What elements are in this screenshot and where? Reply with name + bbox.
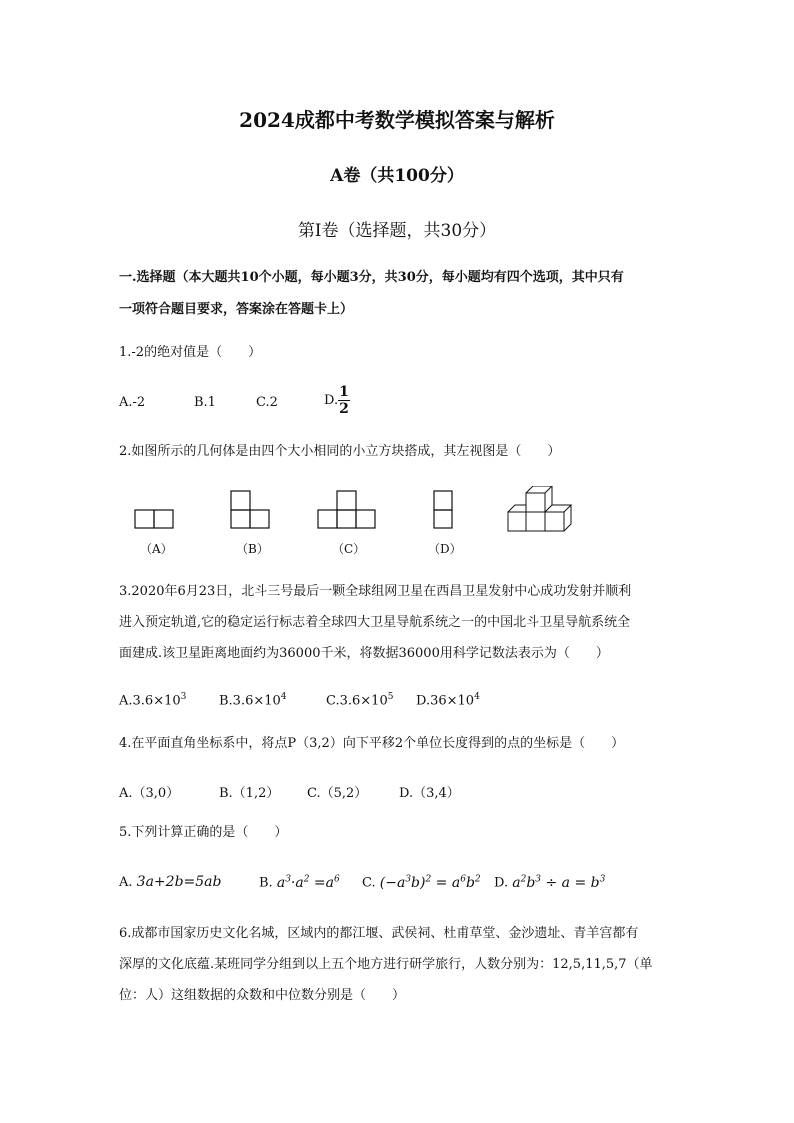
question-6-line-1: 6.成都市国家历史文化名城，区域内的都江堰、武侯祠、杜甫草堂、金沙遗址、青羊宫都有 bbox=[119, 926, 639, 941]
option-d-expression: $a^2b^3 \div a = b^3$ bbox=[512, 874, 606, 891]
fraction-one-half bbox=[338, 384, 350, 417]
figure-label-d: （D） bbox=[428, 542, 462, 556]
figure-label-b: （B） bbox=[236, 542, 269, 556]
figure-label-a: （A） bbox=[140, 542, 173, 556]
question-5-option-d bbox=[494, 874, 605, 891]
option-b-base: B.3.6×10 bbox=[219, 693, 281, 709]
option-a-expression: 3a+2b=5ab bbox=[136, 874, 222, 890]
question-3-option-c bbox=[326, 692, 393, 708]
question-4-option-c: C.（5,2） bbox=[307, 786, 368, 801]
option-c-expression: $(-a^3b)^2 = a^6b^2$ bbox=[379, 874, 481, 891]
question-1-option-c: C.2 bbox=[256, 395, 278, 410]
paper-subtitle: A卷（共100分） bbox=[330, 166, 464, 186]
option-c-exponent: 5 bbox=[387, 692, 394, 702]
question-5-option-a bbox=[119, 874, 221, 890]
option-b-exponent: 4 bbox=[280, 692, 287, 702]
option-d-exponent: 4 bbox=[474, 692, 480, 702]
fraction-numerator: 1 bbox=[339, 384, 349, 400]
question-5-option-b bbox=[259, 874, 340, 891]
option-d-base: D.36×10 bbox=[416, 693, 475, 709]
question-4-option-d: D.（3,4） bbox=[399, 786, 460, 801]
option-c-label: C. bbox=[362, 875, 376, 891]
question-1-stem: 1.-2的绝对值是（ ） bbox=[119, 345, 262, 360]
section-heading: 第I卷（选择题，共30分） bbox=[297, 221, 497, 241]
question-6-line-2: 深厚的文化底蕴.某班同学分组到以上五个地方进行研学旅行，人数分别为：12,5,11,5,7（单 bbox=[119, 957, 653, 972]
figure-label-c: （C） bbox=[332, 542, 366, 556]
option-a-base: A.3.6×10 bbox=[119, 693, 181, 709]
figure-d-column bbox=[434, 491, 452, 528]
question-5-option-c bbox=[362, 874, 481, 891]
question-3-line-1: 3.2020年6月23日，北斗三号最后一颗全球组网卫星在西昌卫星发射中心成功发射并顺利 bbox=[119, 584, 632, 599]
figure-c-t-shape bbox=[318, 491, 375, 528]
solid-figure-cubes bbox=[508, 486, 571, 531]
option-c-base: C.3.6×10 bbox=[326, 693, 388, 709]
figure-b-l-shape bbox=[231, 491, 269, 528]
option-d-prefix: D. bbox=[324, 393, 339, 408]
instructions-line-2: 一项符合题目要求，答案涂在答题卡上） bbox=[119, 302, 354, 317]
question-3-option-b bbox=[219, 692, 287, 708]
question-4-option-a: A.（3,0） bbox=[119, 786, 180, 801]
question-3-option-d bbox=[416, 692, 480, 708]
question-4-stem: 4.在平面直角坐标系中，将点P（3,2）向下平移2个单位长度得到的点的坐标是（ ） bbox=[119, 736, 625, 751]
question-3-option-a bbox=[119, 692, 186, 708]
option-a-label: A. bbox=[119, 875, 133, 890]
question-1-option-d bbox=[324, 384, 350, 417]
question-6-line-3: 位：人）这组数据的众数和中位数分别是（ ） bbox=[119, 988, 406, 1003]
question-3-line-3: 面建成.该卫星距离地面约为36000千米，将数据36000用科学记数法表示为（ ） bbox=[119, 646, 609, 661]
question-1-option-b: B.1 bbox=[194, 395, 216, 410]
view-figures bbox=[125, 486, 585, 532]
page-title: 2024成都中考数学模拟答案与解析 bbox=[239, 108, 555, 132]
question-3-line-2: 进入预定轨道,它的稳定运行标志着全球四大卫星导航系统之一的中国北斗卫星导航系统全 bbox=[119, 615, 631, 630]
option-b-label: B. bbox=[259, 875, 273, 891]
option-a-exponent: 3 bbox=[180, 692, 187, 702]
question-2-stem: 2.如图所示的几何体是由四个大小相同的小立方块搭成，其左视图是（ ） bbox=[119, 444, 561, 459]
fraction-denominator: 2 bbox=[339, 401, 349, 417]
question-5-stem: 5.下列计算正确的是（ ） bbox=[119, 825, 288, 840]
figure-a-two-squares bbox=[135, 510, 173, 528]
option-b-expression: $a^3\cdot a^2 =a^6$ bbox=[276, 874, 340, 891]
option-d-label: D. bbox=[494, 875, 509, 891]
question-1-option-a: A.-2 bbox=[119, 395, 146, 410]
instructions-line-1: 一.选择题（本大题共10个小题，每小题3分，共30分，每小题均有四个选项，其中只有 bbox=[119, 270, 624, 285]
question-4-option-b: B.（1,2） bbox=[219, 786, 280, 801]
